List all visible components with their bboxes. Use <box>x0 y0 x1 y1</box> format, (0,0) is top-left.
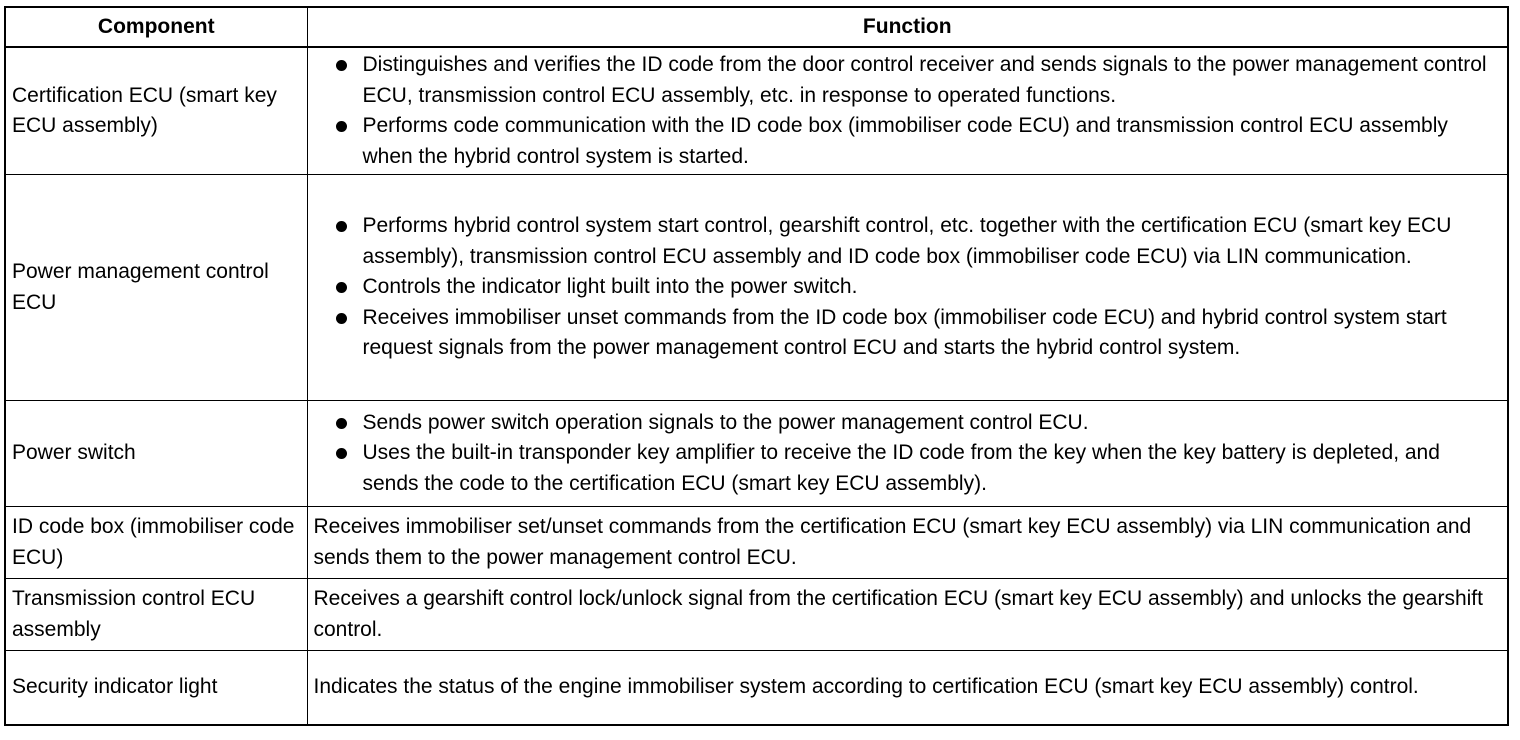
bullet-text: Sends power switch operation signals to the power management control ECU. <box>362 410 1089 434</box>
bullet-text: Receives immobiliser unset commands from the ID code box (immobiliser code ECU) and hybrid control system start request signals from the power management control ECU and starts the hybrid control system. <box>362 305 1447 360</box>
header-function: Function <box>307 7 1508 47</box>
component-cell: ID code box (immobiliser code ECU) <box>5 507 307 579</box>
bullet-dot-icon <box>336 221 347 232</box>
function-bullet <box>314 111 1500 172</box>
table-row <box>5 507 1508 579</box>
component-cell: Security indicator light <box>5 651 307 725</box>
bullet-dot-icon <box>336 121 347 132</box>
function-cell <box>307 401 1508 507</box>
function-cell <box>307 47 1508 175</box>
bullet-text: Performs code communication with the ID code box (immobiliser code ECU) and transmission control ECU assembly when the hybrid control system is started. <box>362 114 1448 168</box>
function-bullet <box>314 211 1500 272</box>
function-bullet <box>314 408 1500 439</box>
bullet-dot-icon <box>336 282 347 293</box>
header-component: Component <box>5 7 307 47</box>
bullet-text: Controls the indicator light built into the power switch. <box>362 275 858 299</box>
bullet-dot-icon <box>336 60 347 71</box>
component-cell: Power switch <box>5 401 307 507</box>
bullet-dot-icon <box>336 448 347 459</box>
bullet-dot-icon <box>336 418 347 429</box>
bullet-text: Distinguishes and verifies the ID code from the door control receiver and sends signals to the power management control ECU, transmission control ECU assembly, etc. in response to operated functions. <box>362 53 1487 107</box>
component-cell: Transmission control ECU assembly <box>5 579 307 651</box>
function-bullet <box>314 50 1500 111</box>
bullet-text: Performs hybrid control system start control, gearshift control, etc. together with the certification ECU (smart key ECU assembly), transmission control ECU assembly and ID code box (immobiliser code ECU) via LIN communication. <box>362 214 1452 268</box>
component-cell: Certification ECU (smart key ECU assembly) <box>5 47 307 175</box>
table-row <box>5 579 1508 651</box>
function-cell: Receives a gearshift control lock/unlock signal from the certification ECU (smart key ECU assembly) and unlocks the gearshift control. <box>307 579 1508 651</box>
function-bullet-list <box>314 408 1500 500</box>
function-cell <box>307 175 1508 401</box>
function-cell: Receives immobiliser set/unset commands from the certification ECU (smart key ECU assembly) via LIN communication and sends them to the power management control ECU. <box>307 507 1508 579</box>
table-row <box>5 47 1508 175</box>
component-cell: Power management control ECU <box>5 175 307 401</box>
function-bullet <box>314 303 1500 364</box>
bullet-text: Uses the built-in transponder key amplifier to receive the ID code from the key when the key battery is depleted, and sends the code to the certification ECU (smart key ECU assembly). <box>362 441 1440 495</box>
function-bullet-list <box>314 211 1500 364</box>
bullet-dot-icon <box>336 313 347 324</box>
function-bullet <box>314 272 1500 303</box>
header-row <box>5 7 1508 47</box>
table-row <box>5 175 1508 401</box>
table-row <box>5 401 1508 507</box>
component-function-table <box>4 6 1509 726</box>
function-cell: Indicates the status of the engine immobiliser system according to certification ECU (smart key ECU assembly) control. <box>307 651 1508 725</box>
table-row <box>5 651 1508 725</box>
function-bullet-list <box>314 50 1500 172</box>
function-bullet <box>314 438 1500 499</box>
